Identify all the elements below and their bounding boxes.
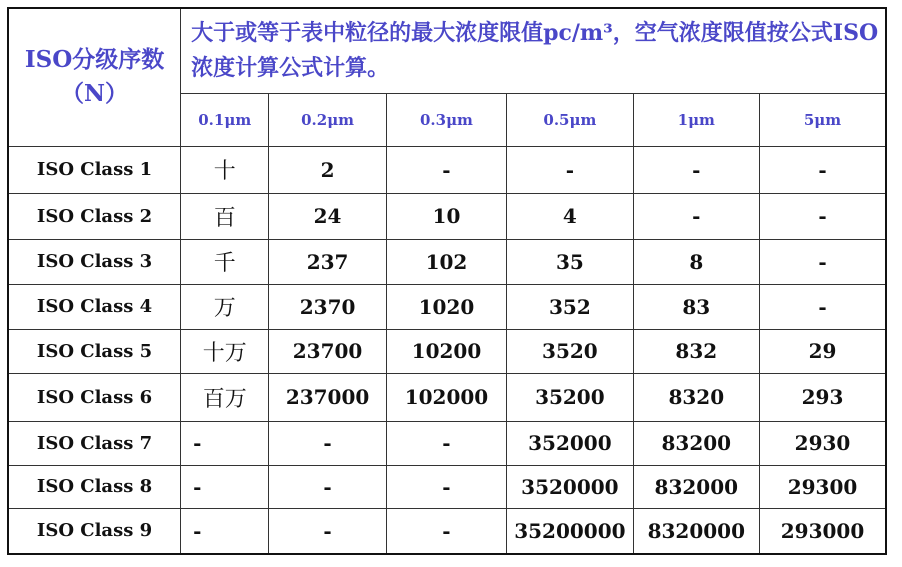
size-header-5: 5μm	[760, 93, 887, 146]
class-label: ISO Class 9	[8, 508, 181, 554]
table-cell: 4	[507, 193, 633, 239]
table-cell: -	[386, 146, 506, 193]
table-cell: -	[181, 465, 269, 508]
table-cell: 十	[181, 146, 269, 193]
table-cell: -	[269, 465, 386, 508]
size-header-4: 1μm	[633, 93, 759, 146]
table-cell: -	[633, 146, 759, 193]
table-body	[8, 8, 886, 554]
class-number-header: ISO分级序数（N）	[8, 8, 181, 146]
table-cell: 102	[386, 239, 506, 284]
title-row	[8, 8, 886, 93]
table-cell: 352	[507, 284, 633, 329]
table-cell: 2930	[760, 421, 887, 465]
table-row	[8, 193, 886, 239]
table-cell: 83200	[633, 421, 759, 465]
table-row	[8, 146, 886, 193]
table-cell: -	[386, 465, 506, 508]
table-cell: 8	[633, 239, 759, 284]
table-cell: 十万	[181, 329, 269, 373]
class-label: ISO Class 7	[8, 421, 181, 465]
concentration-limit-title: 大于或等于表中粒径的最大浓度限值pc/m³，空气浓度限值按公式ISO浓度计算公式计算。	[181, 8, 886, 93]
table-cell: 35	[507, 239, 633, 284]
table-cell: -	[181, 508, 269, 554]
table-cell: 2	[269, 146, 386, 193]
size-header-3: 0.5μm	[507, 93, 633, 146]
table-cell: 1020	[386, 284, 506, 329]
class-label: ISO Class 8	[8, 465, 181, 508]
table-cell: -	[269, 508, 386, 554]
table-cell: 102000	[386, 373, 506, 421]
table-row	[8, 239, 886, 284]
class-label: ISO Class 6	[8, 373, 181, 421]
table-cell: 35200	[507, 373, 633, 421]
table-cell: 千	[181, 239, 269, 284]
class-label: ISO Class 2	[8, 193, 181, 239]
table-row	[8, 421, 886, 465]
table-cell: 293000	[760, 508, 887, 554]
iso-classification-table	[7, 7, 887, 555]
table-cell: 352000	[507, 421, 633, 465]
table-cell: 10	[386, 193, 506, 239]
table-cell: 35200000	[507, 508, 633, 554]
table-cell: -	[760, 284, 887, 329]
size-header-1: 0.2μm	[269, 93, 386, 146]
table-cell: 293	[760, 373, 887, 421]
class-label: ISO Class 1	[8, 146, 181, 193]
table-cell: -	[181, 421, 269, 465]
table-cell: -	[507, 146, 633, 193]
table-row	[8, 465, 886, 508]
table-cell: 百万	[181, 373, 269, 421]
table-cell: 83	[633, 284, 759, 329]
class-label: ISO Class 3	[8, 239, 181, 284]
size-header-0: 0.1μm	[181, 93, 269, 146]
table-cell: -	[760, 239, 887, 284]
table-cell: 百	[181, 193, 269, 239]
table-row	[8, 373, 886, 421]
table-cell: 万	[181, 284, 269, 329]
table-cell: -	[269, 421, 386, 465]
table-cell: 23700	[269, 329, 386, 373]
table-row	[8, 284, 886, 329]
class-label: ISO Class 5	[8, 329, 181, 373]
table-cell: 2370	[269, 284, 386, 329]
table-cell: -	[760, 193, 887, 239]
table-row	[8, 329, 886, 373]
table-cell: 10200	[386, 329, 506, 373]
table-cell: 3520000	[507, 465, 633, 508]
class-label: ISO Class 4	[8, 284, 181, 329]
table-cell: 832	[633, 329, 759, 373]
table-cell: -	[386, 421, 506, 465]
table-cell: 8320000	[633, 508, 759, 554]
table-cell: -	[760, 146, 887, 193]
table-cell: -	[633, 193, 759, 239]
table-cell: 237	[269, 239, 386, 284]
table-cell: 832000	[633, 465, 759, 508]
table-row	[8, 508, 886, 554]
table-cell: 8320	[633, 373, 759, 421]
table-cell: 24	[269, 193, 386, 239]
table-cell: -	[386, 508, 506, 554]
size-header-2: 0.3μm	[386, 93, 506, 146]
table-cell: 29	[760, 329, 887, 373]
table-cell: 237000	[269, 373, 386, 421]
table-cell: 3520	[507, 329, 633, 373]
table-cell: 29300	[760, 465, 887, 508]
